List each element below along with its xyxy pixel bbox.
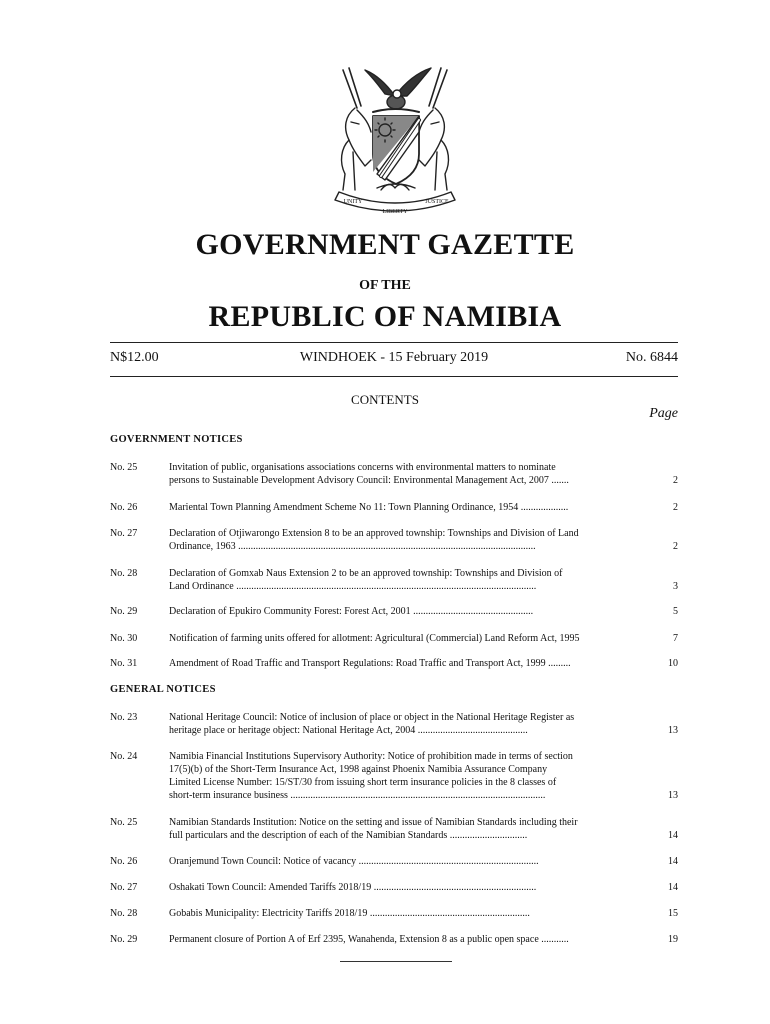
notice-page-number: 2 (673, 502, 678, 513)
toc-entry (110, 750, 678, 802)
gazette-republic: REPUBLIC OF NAMIBIA (208, 300, 562, 333)
notice-description-line: full particulars and the description of each of the Namibian Standards ............................... (169, 830, 528, 841)
toc-entry (110, 881, 678, 894)
notice-description-line: Mariental Town Planning Amendment Scheme No 11: Town Planning Ordinance, 1954 ................... (169, 502, 569, 513)
notice-description-line: Limited License Number: 15/ST/30 from issuing short term insurance policies in the 8 classes of (169, 777, 557, 788)
toc-entry (110, 567, 678, 593)
notice-number: No. 30 (110, 633, 138, 644)
toc-entry (110, 907, 678, 920)
notice-description-line: Declaration of Epukiro Community Forest: Forest Act, 2001 ................................................ (169, 606, 534, 617)
notice-number: No. 26 (110, 856, 138, 867)
notice-description (169, 605, 639, 618)
notice-page-number: 19 (668, 934, 678, 945)
notice-page-number: 14 (668, 830, 678, 841)
section-heading: GENERAL NOTICES (110, 684, 216, 695)
toc-entry (110, 816, 678, 842)
toc-entry (110, 855, 678, 868)
notice-number: No. 26 (110, 502, 138, 513)
gazette-price: N$12.00 (110, 350, 159, 365)
notice-description (169, 933, 639, 946)
notice-description (169, 657, 639, 670)
contents-heading: CONTENTS (351, 392, 419, 407)
page-column-label: Page (649, 406, 678, 421)
notice-number: No. 28 (110, 908, 138, 919)
notice-page-number: 5 (673, 606, 678, 617)
notice-description (169, 750, 639, 802)
notice-page-number: 13 (668, 790, 678, 801)
notice-description (169, 855, 639, 868)
notice-description-line: 17(5)(b) of the Short-Term Insurance Act, 1998 against Phoenix Namibia Assurance Company (169, 764, 548, 775)
notice-page-number: 14 (668, 882, 678, 893)
masthead-bottom-rule (110, 376, 678, 377)
toc-entry (110, 632, 678, 645)
notice-description-line: Ordinance, 1963 ....................................................................................................................... (169, 541, 536, 552)
gazette-title: GOVERNMENT GAZETTE (195, 228, 575, 261)
notice-number: No. 29 (110, 934, 138, 945)
notice-description (169, 461, 639, 487)
toc-entry (110, 657, 678, 670)
motto-liberty: LIBERTY (382, 209, 408, 215)
notice-number: No. 27 (110, 882, 138, 893)
notice-page-number: 13 (668, 725, 678, 736)
notice-description-line: Gobabis Municipality: Electricity Tariffs 2018/19 ................................................................ (169, 908, 530, 919)
toc-entry (110, 461, 678, 487)
notice-description-line: National Heritage Council: Notice of inclusion of place or object in the National Heritage Register as (169, 712, 575, 723)
notice-number: No. 27 (110, 528, 138, 539)
toc-entry (110, 933, 678, 946)
notice-page-number: 7 (673, 633, 678, 644)
notice-description-line: Namibian Standards Institution: Notice on the setting and issue of Namibian Standards including their (169, 817, 578, 828)
notice-description-line: Permanent closure of Portion A of Erf 2395, Wanahenda, Extension 8 as a public open space ........... (169, 934, 569, 945)
notice-description-line: short-term insurance business ...................................................................................................... (169, 790, 546, 801)
motto-justice: JUSTICE (425, 199, 449, 205)
motto-unity: UNITY (343, 199, 363, 205)
toc-entry (110, 711, 678, 737)
notice-page-number: 15 (668, 908, 678, 919)
notice-description-line: Declaration of Otjiwarongo Extension 8 to be an approved township: Townships and Division of Land (169, 528, 579, 539)
notice-number: No. 28 (110, 568, 138, 579)
notice-description-line: Amendment of Road Traffic and Transport Regulations: Road Traffic and Transport Act, 1999 ......... (169, 658, 571, 669)
notice-page-number: 3 (673, 581, 678, 592)
notice-number: No. 31 (110, 658, 138, 669)
section-heading: GOVERNMENT NOTICES (110, 434, 243, 445)
notice-number: No. 24 (110, 751, 138, 762)
notice-page-number: 14 (668, 856, 678, 867)
notice-description-line: Declaration of Gomxab Naus Extension 2 to be an approved township: Townships and Division of (169, 568, 563, 579)
gazette-of-the: OF THE (359, 278, 411, 293)
notice-description (169, 711, 639, 737)
toc-entry (110, 605, 678, 618)
notice-page-number: 2 (673, 475, 678, 486)
notice-description (169, 632, 639, 645)
notice-description-line: Notification of farming units offered for allotment: Agricultural (Commercial) Land Reform Act, 1995 (169, 633, 580, 644)
gazette-place-date: WINDHOEK - 15 February 2019 (299, 350, 489, 365)
footer-rule (340, 961, 452, 962)
notice-description (169, 501, 639, 514)
notice-page-number: 2 (673, 541, 678, 552)
notice-description-line: Namibia Financial Institutions Supervisory Authority: Notice of prohibition made in terms of section (169, 751, 573, 762)
notice-page-number: 10 (668, 658, 678, 669)
notice-description (169, 816, 639, 842)
notice-number: No. 29 (110, 606, 138, 617)
coat-of-arms-icon (315, 62, 475, 222)
notice-number: No. 23 (110, 712, 138, 723)
toc-entry (110, 501, 678, 514)
masthead-top-rule (110, 342, 678, 343)
toc-entry (110, 527, 678, 553)
notice-number: No. 25 (110, 462, 138, 473)
notice-description (169, 567, 639, 593)
notice-description (169, 881, 639, 894)
notice-description-line: Invitation of public, organisations associations concerns with environmental matters to nominate (169, 462, 556, 473)
notice-number: No. 25 (110, 817, 138, 828)
notice-description-line: Oshakati Town Council: Amended Tariffs 2018/19 ................................................................. (169, 882, 537, 893)
masthead (110, 350, 678, 370)
notice-description-line: persons to Sustainable Development Advisory Council: Environmental Management Act, 2007 ....... (169, 475, 569, 486)
notice-description-line: Oranjemund Town Council: Notice of vacancy ........................................................................ (169, 856, 539, 867)
gazette-number: No. 6844 (625, 350, 678, 365)
notice-description-line: heritage place or heritage object: National Heritage Act, 2004 ............................................ (169, 725, 528, 736)
notice-description (169, 907, 639, 920)
notice-description (169, 527, 639, 553)
notice-description-line: Land Ordinance ........................................................................................................................ (169, 581, 537, 592)
